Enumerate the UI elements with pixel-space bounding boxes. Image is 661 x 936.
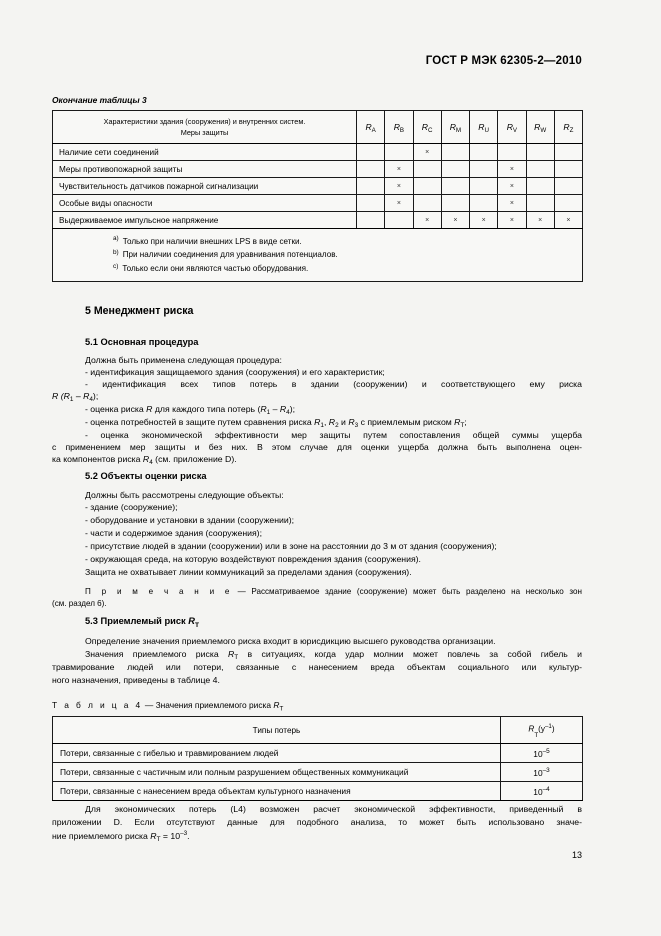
section-5-1-bullet-1: - идентификация защищаемого здания (сооружения) и его характеристик; <box>85 367 385 377</box>
cell-RZ <box>554 144 582 161</box>
cell-RZ <box>554 161 582 178</box>
para-text: приложении D. Если отсутствуют данные для подобного анализа, то может быть использовано значе- <box>52 817 582 827</box>
symbol-R: R <box>478 122 485 132</box>
equals-value: = 10 <box>160 830 181 841</box>
sub-3: 3 <box>354 422 359 429</box>
table4-row-type: Потери, связанные с нанесением вреда объектам культурного назначения <box>53 782 501 801</box>
cell-RV: × <box>498 161 526 178</box>
symbol-R: R <box>506 122 513 132</box>
footnote-c <box>53 262 582 276</box>
cell-RB: × <box>385 178 413 195</box>
bullet-text: с применением мер защиты и без них. В этом случае для оценки ущерба должна быть выполнена оцен- <box>52 442 582 452</box>
table3-header-description <box>53 111 357 144</box>
table4-header-value <box>501 717 583 744</box>
footnote-marker: c) <box>113 262 119 270</box>
unit-exp: –1 <box>544 723 552 731</box>
cell-RU <box>470 195 498 212</box>
cell-RU: × <box>470 212 498 229</box>
cell-RB: × <box>385 161 413 178</box>
page-number: 13 <box>571 850 582 860</box>
conj: и <box>338 417 349 427</box>
risk-symbol: R <box>273 700 280 710</box>
cell-RV <box>498 144 526 161</box>
table-row <box>53 178 583 195</box>
cell-RM <box>441 178 469 195</box>
risk-symbol: R <box>328 417 336 427</box>
value-exponent: –3 <box>180 830 188 837</box>
cell-RA <box>357 144 385 161</box>
bullet-text: - идентификация всех типов потерь в здании (сооружении) и соответствующего ему риска <box>85 379 582 389</box>
note-text: — Рассматриваемое здание (сооружение) может быть разделено на несколько зон <box>232 587 582 596</box>
cell-RU <box>470 161 498 178</box>
risk-symbol: R <box>188 616 195 626</box>
table3-header-row <box>53 111 583 144</box>
sub-T: T <box>234 654 239 661</box>
para-text: травмирование людей или потери, связанные с нанесением вреда объектам социального или культур- <box>52 662 582 672</box>
symbol-sub: Z <box>569 127 574 134</box>
cell-RA <box>357 161 385 178</box>
table3-footnotes-row <box>53 229 583 282</box>
symbol-sub: U <box>484 127 489 134</box>
symbol-sub: B <box>399 127 405 134</box>
section-5-1-intro: Должна быть применена следующая процедура: <box>85 355 282 365</box>
cell-RZ <box>554 178 582 195</box>
sub-1: 1 <box>266 409 271 416</box>
risk-symbol: R <box>348 417 355 427</box>
section-5-2-intro: Должны быть рассмотрены следующие объекты: <box>85 490 284 500</box>
symbol-R: R <box>563 122 570 132</box>
closing-para-line3 <box>52 829 582 842</box>
footnote-text: Только при наличии внешних LPS в виде сетки. <box>122 236 302 246</box>
cell-RM: × <box>441 212 469 229</box>
cell-RB: × <box>385 195 413 212</box>
section-5-3-para-2-line3: ного назначения, приведены в таблице 4. <box>52 675 220 685</box>
cell-RB <box>385 144 413 161</box>
para-text: Для экономических потерь (L4) возможен расчет экономической эффективности, приведенный в <box>85 804 582 814</box>
cell-RA <box>357 178 385 195</box>
table3-header-line1: Характеристики здания (сооружения) и внутренних систем. <box>103 116 306 126</box>
section-5-1-heading: 5.1 Основная процедура <box>85 337 199 347</box>
value-base: 10 <box>533 767 543 778</box>
sub-4: 4 <box>149 459 153 466</box>
table-row <box>53 212 583 229</box>
sub-T: T <box>534 731 539 739</box>
heading-text: 5.3 Приемлемый риск <box>85 616 189 626</box>
table-row <box>53 744 583 763</box>
cell-RM <box>441 161 469 178</box>
table4-row-value <box>501 744 583 763</box>
section-5-1-bullet-4 <box>52 416 582 428</box>
bullet-text: - оценка потребностей в защите путем сравнения риска <box>85 417 315 427</box>
value-base: 10 <box>533 786 543 797</box>
symbol-R: R <box>421 122 428 132</box>
cell-RC <box>413 161 441 178</box>
section-5-2-bullet-5: - окружающая среда, на которую воздействуют повреждения здания (сооружения). <box>85 554 421 564</box>
sub-1: 1 <box>69 396 74 403</box>
table4-header-row <box>53 717 583 744</box>
value-exponent: –5 <box>542 747 550 755</box>
cell-RW <box>526 144 554 161</box>
table3-row-label: Выдерживаемое импульсное напряжение <box>53 212 357 229</box>
risk-symbol: R <box>142 454 150 464</box>
table3-row-label: Наличие сети соединений <box>53 144 357 161</box>
symbol-sub: A <box>371 127 376 134</box>
table4 <box>52 716 583 801</box>
bullet-text: с приемлемым риском <box>358 417 455 427</box>
table3-header-line2: Меры защиты <box>180 128 229 137</box>
comma: , <box>323 417 329 427</box>
footnote-b <box>53 248 582 262</box>
risk-symbol: R <box>260 404 267 414</box>
cell-RC: × <box>413 212 441 229</box>
value-exponent: –3 <box>542 766 550 774</box>
bullet-text: для каждого типа потерь ( <box>152 404 261 414</box>
sub-4: 4 <box>286 409 290 416</box>
sub-2: 2 <box>335 422 339 429</box>
cell-RW <box>526 161 554 178</box>
dash: – R <box>73 391 90 401</box>
footnote-text: При наличии соединения для уравнивания потенциалов. <box>122 250 338 260</box>
section-5-2-note-line2: (см. раздел 6). <box>52 599 107 608</box>
sub-T: T <box>156 835 161 843</box>
para-text: в ситуациях, когда удар молнии может повлечь за собой гибель и <box>238 649 582 659</box>
table-row <box>53 195 583 212</box>
symbol-R: R <box>365 122 372 132</box>
section-5-heading: 5 Менеджмент риска <box>85 305 194 317</box>
cell-RV: × <box>498 195 526 212</box>
table4-caption <box>52 700 283 713</box>
risk-symbol: R (R <box>52 391 70 401</box>
period: . <box>187 830 190 841</box>
footnote-marker: a) <box>113 235 119 242</box>
symbol-R: R <box>449 122 456 132</box>
table4-row-value <box>501 763 583 782</box>
table-row <box>53 782 583 801</box>
section-5-2-bullet-3: - части и содержимое здания (сооружения); <box>85 528 262 538</box>
bullet-text: - оценка экономической эффективности мер защиты путем сопоставления общей суммы ущерба <box>85 430 582 440</box>
bullet-text: ка компонентов риска <box>52 454 143 464</box>
note-label: П р и м е ч а н и е <box>85 587 233 596</box>
footnote-a <box>53 234 582 248</box>
bullet-text: - оценка риска <box>85 404 147 414</box>
cell-RA <box>357 195 385 212</box>
symbol-sub: C <box>428 127 433 134</box>
section-5-1-bullet-2-line2 <box>52 390 582 402</box>
table3-row-label: Меры противопожарной защиты <box>53 161 357 178</box>
risk-symbol: R <box>454 417 461 427</box>
symbol-R: R <box>393 122 400 132</box>
section-5-1-bullet-3 <box>52 403 582 415</box>
cell-RB <box>385 212 413 229</box>
symbol-sub: W <box>540 127 547 134</box>
value-exponent: –4 <box>542 785 550 793</box>
table3-col-RB <box>385 111 413 144</box>
footnote-marker: b) <box>113 248 119 256</box>
table4-row-value <box>501 782 583 801</box>
cell-RC <box>413 195 441 212</box>
table3-footnotes <box>53 229 583 282</box>
unit-post: ) <box>551 725 555 735</box>
cell-RC <box>413 178 441 195</box>
value-base: 10 <box>533 748 543 759</box>
bullet-text: (см. приложение D). <box>152 454 237 464</box>
cell-RW <box>526 178 554 195</box>
cell-RM <box>441 144 469 161</box>
table-row <box>53 763 583 782</box>
cell-RW: × <box>526 212 554 229</box>
table4-caption-text: — Значения приемлемого риска <box>142 700 274 710</box>
paren: ); <box>92 391 99 401</box>
table3-col-RV <box>498 111 526 144</box>
cell-RU <box>470 178 498 195</box>
risk-symbol: R <box>150 830 157 841</box>
cell-RC: × <box>413 144 441 161</box>
cell-RU <box>470 144 498 161</box>
table-row <box>53 161 583 178</box>
cell-RV: × <box>498 178 526 195</box>
table4-label: Т а б л и ц а 4 <box>52 700 143 710</box>
sub-1: 1 <box>320 422 324 429</box>
table3-row-label: Чувствительность датчиков пожарной сигнализации <box>53 178 357 195</box>
risk-symbol: R <box>314 417 321 427</box>
section-5-2-closing: Защита не охватывает линии коммуникаций за пределами здания (сооружения). <box>85 567 412 577</box>
risk-symbol: R <box>228 649 235 659</box>
section-5-3-para-1: Определение значения приемлемого риска входит в юрисдикцию высшего руководства организации. <box>85 636 496 646</box>
para-text: Значения приемлемого риска <box>85 649 229 659</box>
dash: – <box>270 404 280 414</box>
table3-row-label: Особые виды опасности <box>53 195 357 212</box>
table3-col-RZ <box>554 111 582 144</box>
section-5-3-heading <box>85 616 199 629</box>
semicolon: ; <box>464 417 467 427</box>
cell-RZ <box>554 195 582 212</box>
sub-T: T <box>279 705 284 713</box>
standard-header: ГОСТ Р МЭК 62305-2—2010 <box>425 55 582 67</box>
cell-RW <box>526 195 554 212</box>
section-5-2-bullet-4: - присутствие людей в здании (сооружении) или в зоне на расстоянии до 3 м от здания (сооружения); <box>85 541 497 551</box>
symbol-sub: M <box>455 127 462 134</box>
footnote-text: Только если они являются частью оборудования. <box>122 264 309 274</box>
cell-RV: × <box>498 212 526 229</box>
symbol-sub: V <box>512 127 518 134</box>
table4-row-type: Потери, связанные с гибелью и травмированием людей <box>53 744 501 763</box>
cell-RZ: × <box>554 212 582 229</box>
table3-caption: Окончание таблицы 3 <box>52 95 147 105</box>
symbol-R: R <box>534 122 541 132</box>
table3-col-RC <box>413 111 441 144</box>
sub-T: T <box>194 621 200 629</box>
table3 <box>52 110 583 282</box>
section-5-2-heading: 5.2 Объекты оценки риска <box>85 471 207 481</box>
risk-symbol: R <box>146 404 153 414</box>
cell-RA <box>357 212 385 229</box>
sub-4: 4 <box>89 396 93 403</box>
table3-col-RU <box>470 111 498 144</box>
table-row <box>53 144 583 161</box>
risk-symbol: R <box>528 725 535 735</box>
cell-RM <box>441 195 469 212</box>
para-text: ние приемлемого риска <box>52 830 151 841</box>
unit-pre: (y <box>538 725 545 735</box>
section-5-2-bullet-1: - здание (сооружение); <box>85 502 178 512</box>
table3-col-RA <box>357 111 385 144</box>
table3-col-RW <box>526 111 554 144</box>
section-5-1-bullet-5-line3 <box>52 453 582 465</box>
table3-col-RM <box>441 111 469 144</box>
paren: ); <box>289 404 296 414</box>
table4-row-type: Потери, связанные с частичным или полным разрушением общественных коммуникаций <box>53 763 501 782</box>
risk-symbol: R <box>279 404 287 414</box>
section-5-2-bullet-2: - оборудование и установки в здании (сооружении); <box>85 515 295 525</box>
sub-T: T <box>460 422 465 429</box>
table4-header-types: Типы потерь <box>53 717 501 744</box>
